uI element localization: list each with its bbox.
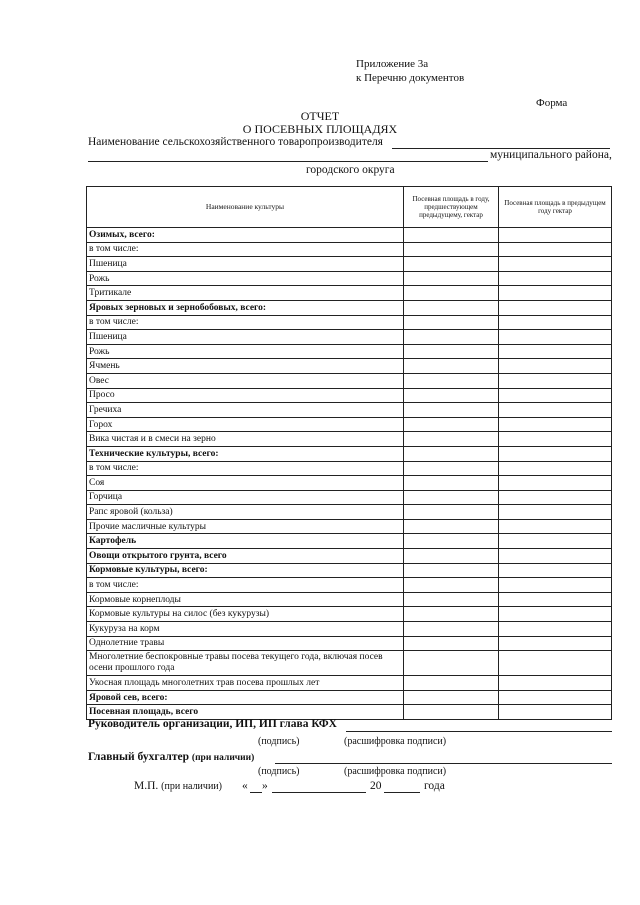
crop-name-cell: Кукуруза на корм <box>87 622 404 637</box>
crop-name-cell: Технические культуры, всего: <box>87 446 404 461</box>
date-open-quote: « <box>242 780 248 792</box>
accountant-signature-label <box>88 751 254 763</box>
prev-year-area-cell[interactable] <box>404 417 499 432</box>
last-year-area-cell[interactable] <box>499 403 612 418</box>
table-row <box>87 519 612 534</box>
crop-name-cell: в том числе: <box>87 461 404 476</box>
crop-name-cell: Кормовые корнеплоды <box>87 592 404 607</box>
last-year-area-cell[interactable] <box>499 636 612 651</box>
table-row <box>87 563 612 578</box>
last-year-area-cell[interactable] <box>499 242 612 257</box>
table-row <box>87 373 612 388</box>
accountant-label: Главный бухгалтер <box>88 751 190 763</box>
table-row <box>87 417 612 432</box>
last-year-area-cell[interactable] <box>499 300 612 315</box>
crop-name-cell: Горох <box>87 417 404 432</box>
accountant-signature-line[interactable] <box>275 763 612 764</box>
prev-year-area-cell[interactable] <box>404 490 499 505</box>
crop-name-cell: Овес <box>87 373 404 388</box>
prev-year-area-cell[interactable] <box>404 607 499 622</box>
prev-year-area-cell[interactable] <box>404 676 499 691</box>
prev-year-area-cell[interactable] <box>404 300 499 315</box>
last-year-area-cell[interactable] <box>499 607 612 622</box>
table-row <box>87 592 612 607</box>
report-title: ОТЧЕТ <box>300 109 340 123</box>
crop-name-cell: Пшеница <box>87 257 404 272</box>
prev-year-area-cell[interactable] <box>404 228 499 243</box>
report-subtitle: О ПОСЕВНЫХ ПЛОЩАДЯХ <box>242 122 398 136</box>
last-year-area-cell[interactable] <box>499 622 612 637</box>
head-signature-line[interactable] <box>346 731 612 732</box>
prev-year-area-cell[interactable] <box>404 622 499 637</box>
last-year-area-cell[interactable] <box>499 563 612 578</box>
prev-year-area-cell[interactable] <box>404 257 499 272</box>
prev-year-area-cell[interactable] <box>404 315 499 330</box>
crop-name-cell: Рожь <box>87 344 404 359</box>
head-sign-caption: (подпись) <box>258 736 300 747</box>
crop-name-cell: Яровой сев, всего: <box>87 690 404 705</box>
col-header-last: Посевная площадь в предыдущем году гектар <box>499 187 612 228</box>
district-suffix: муниципального района, <box>490 149 612 161</box>
crop-name-cell: Однолетние травы <box>87 636 404 651</box>
prev-year-area-cell[interactable] <box>404 432 499 447</box>
producer-label: Наименование сельскохозяйственного товаропроизводителя <box>88 136 383 148</box>
last-year-area-cell[interactable] <box>499 549 612 564</box>
crop-name-cell: Вика чистая и в смеси на зерно <box>87 432 404 447</box>
last-year-area-cell[interactable] <box>499 388 612 403</box>
prev-year-area-cell[interactable] <box>404 705 499 720</box>
last-year-area-cell[interactable] <box>499 228 612 243</box>
form-label: Форма <box>536 97 568 109</box>
last-year-area-cell[interactable] <box>499 690 612 705</box>
appendix-sub-label: к Перечню документов <box>356 72 465 84</box>
table-row <box>87 403 612 418</box>
prev-year-area-cell[interactable] <box>404 592 499 607</box>
crop-name-cell: Просо <box>87 388 404 403</box>
crop-name-cell: Кормовые культуры на силос (без кукурузы) <box>87 607 404 622</box>
table-row <box>87 228 612 243</box>
accountant-decode-caption: (расшифровка подписи) <box>344 766 447 777</box>
table-row <box>87 651 612 676</box>
prev-year-area-cell[interactable] <box>404 461 499 476</box>
last-year-area-cell[interactable] <box>499 359 612 374</box>
last-year-area-cell[interactable] <box>499 578 612 593</box>
year-suffix: года <box>424 780 445 792</box>
last-year-area-cell[interactable] <box>499 534 612 549</box>
prev-year-area-cell[interactable] <box>404 286 499 301</box>
table-row <box>87 505 612 520</box>
date-year-line[interactable] <box>384 792 420 793</box>
table-body <box>87 228 612 720</box>
prev-year-area-cell[interactable] <box>404 651 499 676</box>
prev-year-area-cell[interactable] <box>404 636 499 651</box>
table-row <box>87 534 612 549</box>
crop-name-cell: Прочие масличные культуры <box>87 519 404 534</box>
crop-name-cell: Ячмень <box>87 359 404 374</box>
crop-name-cell: Рапс яровой (кольза) <box>87 505 404 520</box>
crop-name-cell: Кормовые культуры, всего: <box>87 563 404 578</box>
crop-name-cell: в том числе: <box>87 315 404 330</box>
col-header-prev: Посевная площадь в году, предшествующем предыдущему, гектар <box>404 187 499 228</box>
crop-name-cell: в том числе: <box>87 578 404 593</box>
table-row <box>87 690 612 705</box>
crop-name-cell: Яровых зерновых и зернобобовых, всего: <box>87 300 404 315</box>
crop-name-cell: Горчица <box>87 490 404 505</box>
table-row <box>87 388 612 403</box>
last-year-area-cell[interactable] <box>499 373 612 388</box>
last-year-area-cell[interactable] <box>499 446 612 461</box>
date-day-line[interactable] <box>250 792 262 793</box>
crop-name-cell: Тритикале <box>87 286 404 301</box>
table-row <box>87 315 612 330</box>
last-year-area-cell[interactable] <box>499 705 612 720</box>
prev-year-area-cell[interactable] <box>404 476 499 491</box>
last-year-area-cell[interactable] <box>499 490 612 505</box>
prev-year-area-cell[interactable] <box>404 534 499 549</box>
accountant-paren: (при наличии) <box>191 753 255 763</box>
last-year-area-cell[interactable] <box>499 417 612 432</box>
table-row <box>87 607 612 622</box>
last-year-area-cell[interactable] <box>499 476 612 491</box>
stamp-paren: (при наличии) <box>161 781 222 792</box>
last-year-area-cell[interactable] <box>499 592 612 607</box>
crop-name-cell: Соя <box>87 476 404 491</box>
prev-year-area-cell[interactable] <box>404 519 499 534</box>
last-year-area-cell[interactable] <box>499 505 612 520</box>
head-decode-caption: (расшифровка подписи) <box>344 736 447 747</box>
table-row <box>87 242 612 257</box>
crop-name-cell: Пшеница <box>87 330 404 345</box>
stamp-label <box>134 780 222 792</box>
prev-year-area-cell[interactable] <box>404 403 499 418</box>
prev-year-area-cell[interactable] <box>404 359 499 374</box>
last-year-area-cell[interactable] <box>499 651 612 676</box>
crop-name-cell: Многолетние беспокровные травы посева текущего года, включая посев осени прошлого года <box>87 651 404 676</box>
crop-name-cell: Картофель <box>87 534 404 549</box>
prev-year-area-cell[interactable] <box>404 446 499 461</box>
crop-name-cell: Рожь <box>87 271 404 286</box>
last-year-area-cell[interactable] <box>499 315 612 330</box>
last-year-area-cell[interactable] <box>499 432 612 447</box>
crop-name-cell: Озимых, всего: <box>87 228 404 243</box>
last-year-area-cell[interactable] <box>499 461 612 476</box>
head-signature-label: Руководитель организации, ИП, ИП глава КФХ <box>88 718 337 730</box>
prev-year-area-cell[interactable] <box>404 271 499 286</box>
prev-year-area-cell[interactable] <box>404 373 499 388</box>
date-close-quote: » <box>262 780 268 792</box>
last-year-area-cell[interactable] <box>499 257 612 272</box>
year-prefix: 20 <box>370 780 382 792</box>
table-row <box>87 676 612 691</box>
prev-year-area-cell[interactable] <box>404 549 499 564</box>
crop-name-cell: Укосная площадь многолетних трав посева прошлых лет <box>87 676 404 691</box>
prev-year-area-cell[interactable] <box>404 344 499 359</box>
table-row <box>87 432 612 447</box>
crops-table <box>86 186 612 720</box>
table-row <box>87 476 612 491</box>
table-row <box>87 622 612 637</box>
table-row <box>87 330 612 345</box>
crop-name-cell: в том числе: <box>87 242 404 257</box>
last-year-area-cell[interactable] <box>499 271 612 286</box>
table-row <box>87 257 612 272</box>
crop-name-cell: Гречиха <box>87 403 404 418</box>
prev-year-area-cell[interactable] <box>404 505 499 520</box>
date-month-line[interactable] <box>272 792 366 793</box>
prev-year-area-cell[interactable] <box>404 690 499 705</box>
table-row <box>87 300 612 315</box>
table-row <box>87 549 612 564</box>
appendix-label: Приложение 3а <box>356 58 429 70</box>
table-row <box>87 446 612 461</box>
prev-year-area-cell[interactable] <box>404 388 499 403</box>
district-line[interactable] <box>88 161 488 162</box>
crop-name-cell: Посевная площадь, всего <box>87 705 404 720</box>
prev-year-area-cell[interactable] <box>404 563 499 578</box>
last-year-area-cell[interactable] <box>499 344 612 359</box>
prev-year-area-cell[interactable] <box>404 242 499 257</box>
table-header-row <box>87 187 612 228</box>
stamp-text: М.П. <box>134 780 159 792</box>
table-row <box>87 271 612 286</box>
table-row <box>87 286 612 301</box>
table-row <box>87 461 612 476</box>
crop-name-cell: Овощи открытого грунта, всего <box>87 549 404 564</box>
district-line2: городского округа <box>306 164 395 176</box>
last-year-area-cell[interactable] <box>499 676 612 691</box>
table-row <box>87 344 612 359</box>
last-year-area-cell[interactable] <box>499 330 612 345</box>
col-header-name: Наименование культуры <box>87 187 404 228</box>
prev-year-area-cell[interactable] <box>404 578 499 593</box>
prev-year-area-cell[interactable] <box>404 330 499 345</box>
last-year-area-cell[interactable] <box>499 519 612 534</box>
table-row <box>87 490 612 505</box>
accountant-sign-caption: (подпись) <box>258 766 300 777</box>
table-row <box>87 359 612 374</box>
table-row <box>87 636 612 651</box>
last-year-area-cell[interactable] <box>499 286 612 301</box>
table-row <box>87 578 612 593</box>
